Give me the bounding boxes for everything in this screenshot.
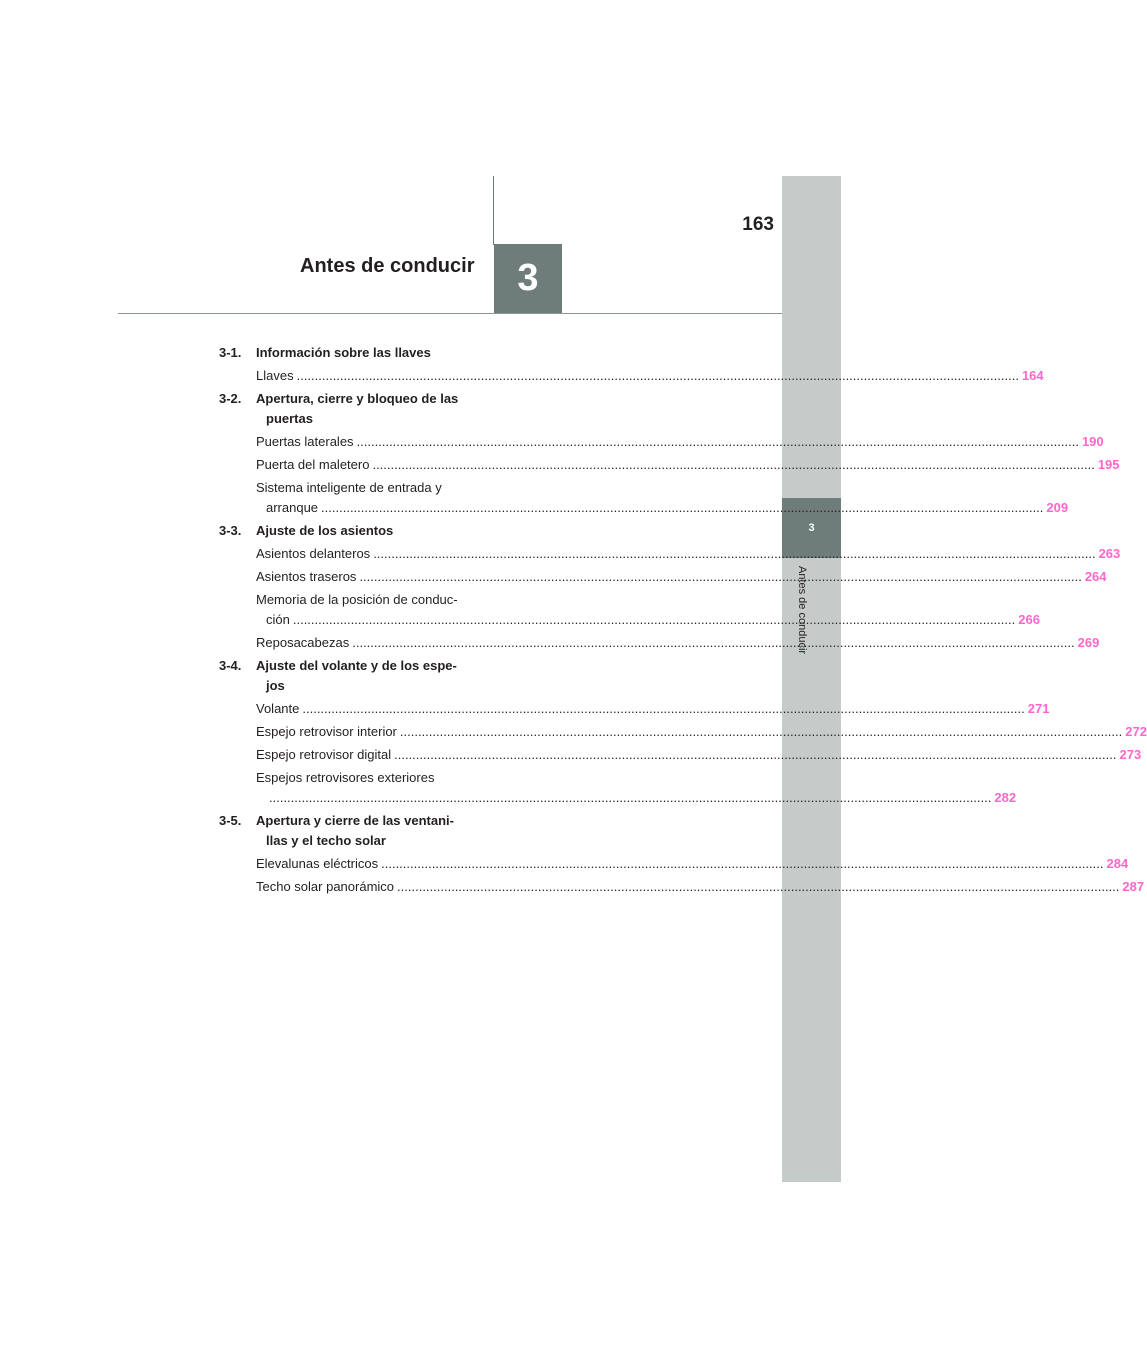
toc-entry-label: ción xyxy=(266,612,290,627)
toc-page-link[interactable]: 273 xyxy=(1119,747,1142,762)
toc-entry-label: Espejo retrovisor interior xyxy=(256,724,397,739)
toc-section-number: 3-1. xyxy=(219,345,242,360)
toc-entry-title: Memoria de la posición de conduc- xyxy=(256,592,458,607)
toc-leader-dots: ........................................................................................................................................................................................................ xyxy=(269,790,992,805)
toc-entry-label: arranque xyxy=(266,500,319,515)
toc-entry[interactable] xyxy=(219,745,1142,765)
toc-entry[interactable] xyxy=(219,854,1129,874)
toc-entry[interactable] xyxy=(219,567,1107,587)
toc-page-link[interactable]: 190 xyxy=(1081,434,1104,449)
toc-page-link[interactable]: 287 xyxy=(1122,879,1145,894)
toc-entry-label: Asientos traseros xyxy=(256,569,357,584)
toc-entry[interactable] xyxy=(219,722,1147,742)
toc-page-link[interactable]: 195 xyxy=(1097,457,1120,472)
toc-page-link[interactable]: 164 xyxy=(1021,368,1044,383)
toc-entry-label: Asientos delanteros xyxy=(256,546,371,561)
toc-leader-dots: ........................................................................................................................................................................................................ xyxy=(359,569,1082,584)
toc-leader-dots: ........................................................................................................................................................................................................ xyxy=(399,724,1123,739)
toc-leader-dots: ........................................................................................................................................................................................................ xyxy=(292,612,1016,627)
toc-entry[interactable] xyxy=(219,633,1100,653)
toc-entry[interactable] xyxy=(219,699,1050,719)
toc-page-link[interactable]: 282 xyxy=(994,790,1017,805)
toc-page-link[interactable]: 266 xyxy=(1018,612,1040,627)
side-tab-chapter-number[interactable]: 3 xyxy=(782,498,841,558)
header-rule xyxy=(118,313,782,314)
toc-section xyxy=(219,521,466,541)
toc-leader-dots: ........................................................................................................................................................................................................ xyxy=(302,701,1025,716)
toc-section xyxy=(219,389,466,429)
toc-leader-dots: ........................................................................................................................................................................................................ xyxy=(356,434,1079,449)
toc-page-link[interactable]: 264 xyxy=(1084,569,1107,584)
toc-entry[interactable] xyxy=(219,478,1069,518)
toc-entry-label: Puerta del maletero xyxy=(256,457,370,472)
toc-entry-label: Elevalunas eléctricos xyxy=(256,856,379,871)
chapter-title: Antes de conducir xyxy=(300,255,475,277)
toc-entry[interactable] xyxy=(219,877,1145,897)
toc-page-link[interactable]: 209 xyxy=(1046,500,1069,515)
toc-leader-dots: ........................................................................................................................................................................................................ xyxy=(373,546,1096,561)
side-tab xyxy=(782,176,841,1182)
toc-entry-label: Espejo retrovisor digital xyxy=(256,747,392,762)
toc-section-title: Apertura, cierre y bloqueo de las xyxy=(256,391,459,406)
toc-entry[interactable] xyxy=(219,366,1044,386)
toc-section-number: 3-2. xyxy=(219,391,242,406)
toc-leader-dots: ........................................................................................................................................................................................................ xyxy=(394,747,1117,762)
toc-section xyxy=(219,811,466,851)
toc-page-link[interactable]: 269 xyxy=(1077,635,1100,650)
toc-section-number: 3-4. xyxy=(219,658,242,673)
toc-entry[interactable] xyxy=(219,432,1104,452)
toc-page-link[interactable]: 263 xyxy=(1098,546,1121,561)
toc-section-number: 3-5. xyxy=(219,813,242,828)
toc-section-number: 3-3. xyxy=(219,523,242,538)
toc-section-title: Ajuste de los asientos xyxy=(256,523,394,538)
toc-leader-dots: ........................................................................................................................................................................................................ xyxy=(352,635,1075,650)
toc-entry-label: Techo solar panorámico xyxy=(256,879,395,894)
page-number: 163 xyxy=(742,214,774,235)
toc-section-title: Información sobre las llaves xyxy=(256,345,431,360)
toc-entry[interactable] xyxy=(219,455,1120,475)
toc-section-title-continued: puertas xyxy=(266,411,313,426)
toc-entry-label: Volante xyxy=(256,701,300,716)
toc-leader-dots: ........................................................................................................................................................................................................ xyxy=(372,457,1095,472)
toc-entry-label: Llaves xyxy=(256,368,294,383)
toc-entry[interactable] xyxy=(219,544,1121,564)
toc-leader-dots: ........................................................................................................................................................................................................ xyxy=(296,368,1019,383)
toc-entry-label: Reposacabezas xyxy=(256,635,350,650)
side-tab-label: Antes de conducir xyxy=(796,566,808,655)
toc-leader-dots: ........................................................................................................................................................................................................ xyxy=(381,856,1104,871)
toc-leader-dots: ........................................................................................................................................................................................................ xyxy=(397,879,1120,894)
toc-section-title-continued: jos xyxy=(266,678,285,693)
chapter-number-box: 3 xyxy=(494,244,562,313)
toc-entry-label: Puertas laterales xyxy=(256,434,354,449)
toc-section-title: Ajuste del volante y de los espe- xyxy=(256,658,457,673)
toc-section xyxy=(219,343,466,363)
toc-section-title-continued: llas y el techo solar xyxy=(266,833,386,848)
toc-section-title: Apertura y cierre de las ventani- xyxy=(256,813,454,828)
toc-entry[interactable] xyxy=(219,590,1040,630)
toc-page-link[interactable]: 284 xyxy=(1106,856,1129,871)
toc-page-link[interactable]: 271 xyxy=(1027,701,1050,716)
toc-entry-title: Sistema inteligente de entrada y xyxy=(256,480,442,495)
toc-entry[interactable] xyxy=(219,768,1017,808)
toc-leader-dots: ........................................................................................................................................................................................................ xyxy=(321,500,1044,515)
toc-section xyxy=(219,656,466,696)
toc-page-link[interactable]: 272 xyxy=(1125,724,1147,739)
header-divider-vertical xyxy=(493,176,494,245)
toc-entry-title: Espejos retrovisores exteriores xyxy=(256,770,435,785)
